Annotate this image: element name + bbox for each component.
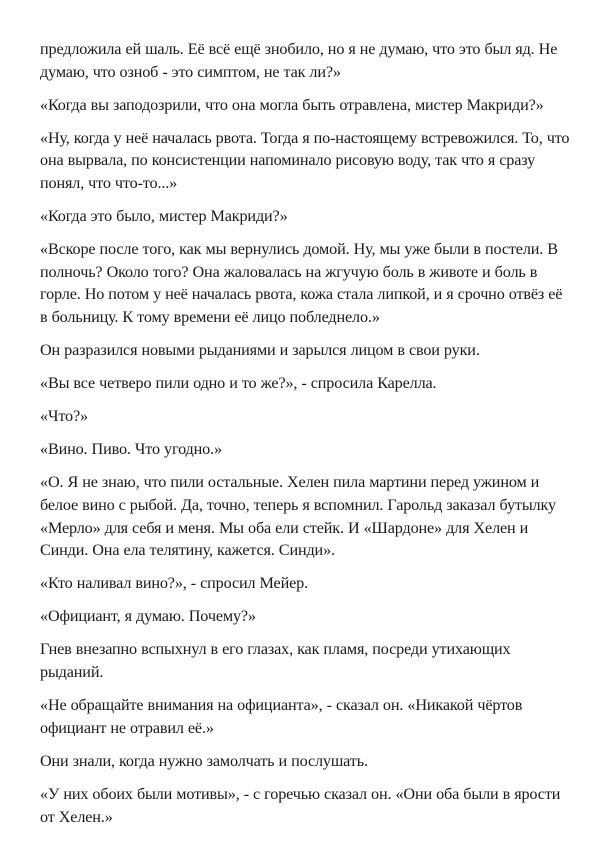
paragraph: «Вскоре после того, как мы вернулись домой. Ну, мы уже были в постели. В полночь? Около того? Она жаловалась на жгучую боль в животе и боль в горле. Но потом у неё началась рвота, кожа стала липкой, и я срочно отвёз её в больницу. К тому времени её лицо побледнело.» <box>40 240 563 326</box>
paragraph: «Кто наливал вино?», - спросил Мейер. <box>40 574 308 593</box>
paragraph: «Когда это было, мистер Макриди?» <box>40 207 288 226</box>
paragraph: «Официант, я думаю. Почему?» <box>40 607 256 626</box>
paragraph: предложила ей шаль. Её всё ещё знобило, но я не думаю, что это был яд. Не думаю, что озноб - это симптом, не так ли?» <box>40 40 558 81</box>
paragraph: «Не обращайте внимания на официанта», - сказал он. «Никакой чёртов официант не отравил её.» <box>40 696 523 737</box>
paragraph: Он разразился новыми рыданиями и зарылся лицом в свои руки. <box>40 341 480 360</box>
document-page <box>40 38 570 839</box>
paragraph: «Ну, когда у неё началась рвота. Тогда я по-настоящему встревожился. То, что она вырвала, по консистенции напоминало рисовую воду, так что я сразу понял, что что-то...» <box>40 128 570 192</box>
paragraph: Они знали, когда нужно замолчать и послушать. <box>40 751 368 770</box>
paragraph: «У них обоих были мотивы», - с горечью сказал он. «Они оба были в ярости от Хелен.» <box>40 784 561 826</box>
paragraph: «О. Я не знаю, что пили остальные. Хелен пила мартини перед ужином и белое вино с рыбой. Да, точно, теперь я вспомнил. Гарольд заказал бутылку «Мерло» для себя и меня. Мы оба ели стейк. И «Шардоне» для Хелен и Синди. Она ела телятину, кажется. Синди». <box>40 473 556 560</box>
paragraph: «Когда вы заподозрили, что она могла быть отравлена, мистер Макриди?» <box>40 95 544 114</box>
paragraph: «Вино. Пиво. Что угодно.» <box>40 440 222 459</box>
paragraph: «Что?» <box>40 407 88 426</box>
paragraph: «Вы все четверо пили одно и то же?», - спросила Карелла. <box>40 374 437 393</box>
paragraph: Гнев внезапно вспыхнул в его глазах, как пламя, посреди утихающих рыданий. <box>40 640 511 682</box>
